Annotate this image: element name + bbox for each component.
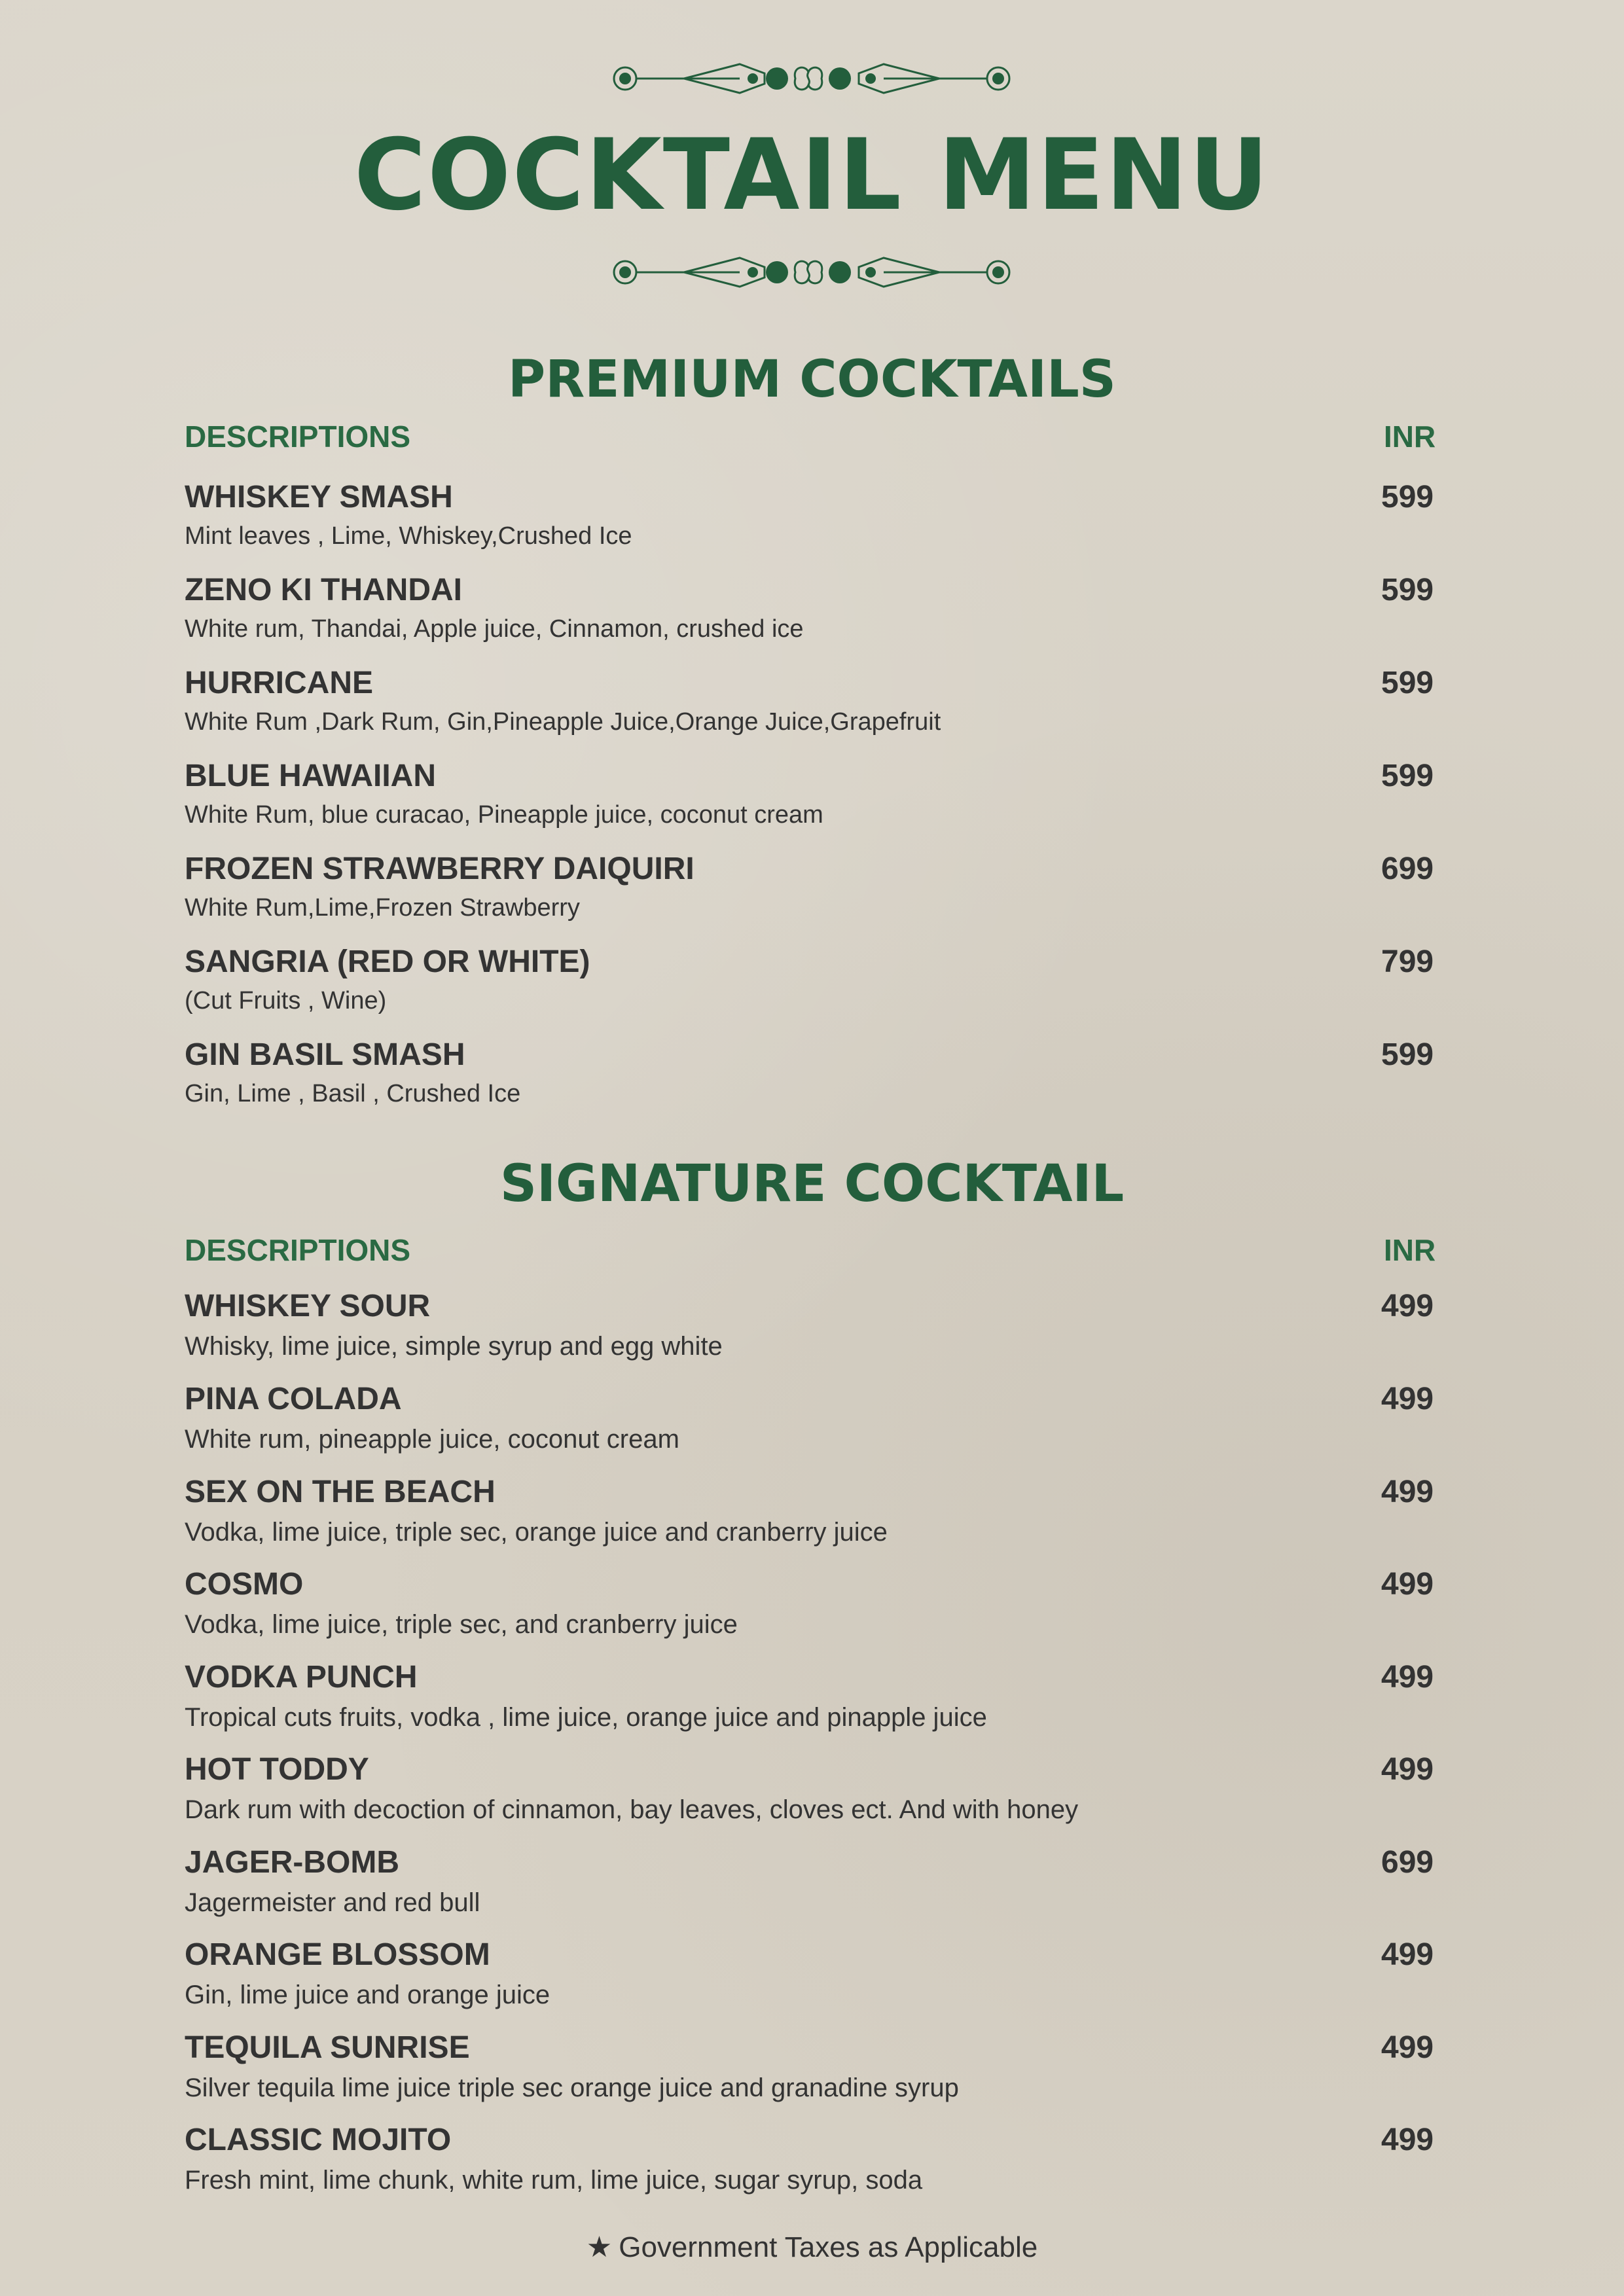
column-header-descriptions: DESCRIPTIONS [185, 1233, 411, 1267]
menu-item-price: 599 [1381, 666, 1434, 700]
menu-title: COCKTAIL MENU [353, 118, 1271, 232]
menu-item-price: 499 [1381, 1382, 1434, 1416]
menu-item-name: SEX ON THE BEACH [185, 1475, 496, 1509]
menu-item-name: COSMO [185, 1567, 304, 1602]
menu-item-description: White rum, Thandai, Apple juice, Cinnamon, crushed ice [185, 615, 804, 643]
menu-item-description: Vodka, lime juice, triple sec, and cranberry juice [185, 1610, 738, 1639]
menu-item-description: Whisky, lime juice, simple syrup and egg white [185, 1332, 723, 1361]
menu-item-price: 499 [1381, 1937, 1434, 1972]
menu-item-price: 499 [1381, 1289, 1434, 1323]
menu-item-price: 499 [1381, 1567, 1434, 1602]
menu-item-price: 699 [1381, 1845, 1434, 1880]
menu-item-price: 499 [1381, 1752, 1434, 1787]
menu-item-description: White Rum,Lime,Frozen Strawberry [185, 894, 580, 922]
flourish-divider-icon [609, 253, 1015, 292]
menu-item-name: BLUE HAWAIIAN [185, 759, 436, 793]
section-heading-premium: PREMIUM COCKTAILS [508, 350, 1116, 409]
menu-item-price: 599 [1381, 759, 1434, 793]
menu-item-name: VODKA PUNCH [185, 1660, 418, 1695]
menu-item-description: Gin, Lime , Basil , Crushed Ice [185, 1080, 521, 1107]
menu-item-name: FROZEN STRAWBERRY DAIQUIRI [185, 852, 695, 886]
menu-item-price: 499 [1381, 1475, 1434, 1509]
menu-item-description: White Rum, blue curacao, Pineapple juice, coconut cream [185, 801, 823, 829]
menu-item-name: CLASSIC MOJITO [185, 2123, 452, 2157]
menu-item-price: 799 [1381, 944, 1434, 979]
column-header-inr: INR [1384, 1233, 1436, 1267]
menu-item-name: SANGRIA (RED OR WHITE) [185, 944, 590, 979]
tax-footnote [0, 2228, 1624, 2267]
menu-item-name: JAGER-BOMB [185, 1845, 400, 1880]
menu-item-description: Vodka, lime juice, triple sec, orange juice and cranberry juice [185, 1518, 888, 1547]
star-icon: ★ [586, 2231, 613, 2263]
menu-item-name: WHISKEY SMASH [185, 480, 453, 514]
tax-note-text: Government Taxes as Applicable [619, 2231, 1038, 2263]
menu-item-price: 599 [1381, 480, 1434, 514]
menu-item-description: Tropical cuts fruits, vodka , lime juice, orange juice and pinapple juice [185, 1703, 987, 1732]
column-header-inr: INR [1384, 420, 1436, 454]
menu-item-name: ORANGE BLOSSOM [185, 1937, 490, 1972]
menu-item-description: Fresh mint, lime chunk, white rum, lime juice, sugar syrup, soda [185, 2166, 923, 2195]
menu-item-description: Jagermeister and red bull [185, 1888, 480, 1917]
menu-item-price: 499 [1381, 2030, 1434, 2065]
menu-item-price: 499 [1381, 2123, 1434, 2157]
menu-item-name: ZENO KI THANDAI [185, 573, 462, 607]
menu-item-description: Dark rum with decoction of cinnamon, bay leaves, cloves ect. And with honey [185, 1795, 1079, 1824]
menu-item-price: 699 [1381, 852, 1434, 886]
flourish-divider-icon [609, 59, 1015, 98]
menu-item-name: WHISKEY SOUR [185, 1289, 431, 1323]
menu-item-name: HURRICANE [185, 666, 373, 700]
menu-item-description: Silver tequila lime juice triple sec orange juice and granadine syrup [185, 2073, 959, 2102]
menu-item-price: 499 [1381, 1660, 1434, 1695]
menu-item-name: GIN BASIL SMASH [185, 1037, 465, 1072]
menu-item-description: Mint leaves , Lime, Whiskey,Crushed Ice [185, 522, 632, 550]
menu-item-description: (Cut Fruits , Wine) [185, 987, 387, 1014]
column-header-descriptions: DESCRIPTIONS [185, 420, 411, 454]
section-heading-signature: SIGNATURE COCKTAIL [499, 1155, 1125, 1213]
menu-item-description: Gin, lime juice and orange juice [185, 1981, 550, 2009]
menu-item-description: White rum, pineapple juice, coconut cream [185, 1425, 679, 1454]
menu-item-name: HOT TODDY [185, 1752, 369, 1787]
menu-item-price: 599 [1381, 1037, 1434, 1072]
menu-item-price: 599 [1381, 573, 1434, 607]
menu-item-name: TEQUILA SUNRISE [185, 2030, 470, 2065]
menu-item-name: PINA COLADA [185, 1382, 402, 1416]
menu-item-description: White Rum ,Dark Rum, Gin,Pineapple Juice,Orange Juice,Grapefruit [185, 708, 941, 736]
